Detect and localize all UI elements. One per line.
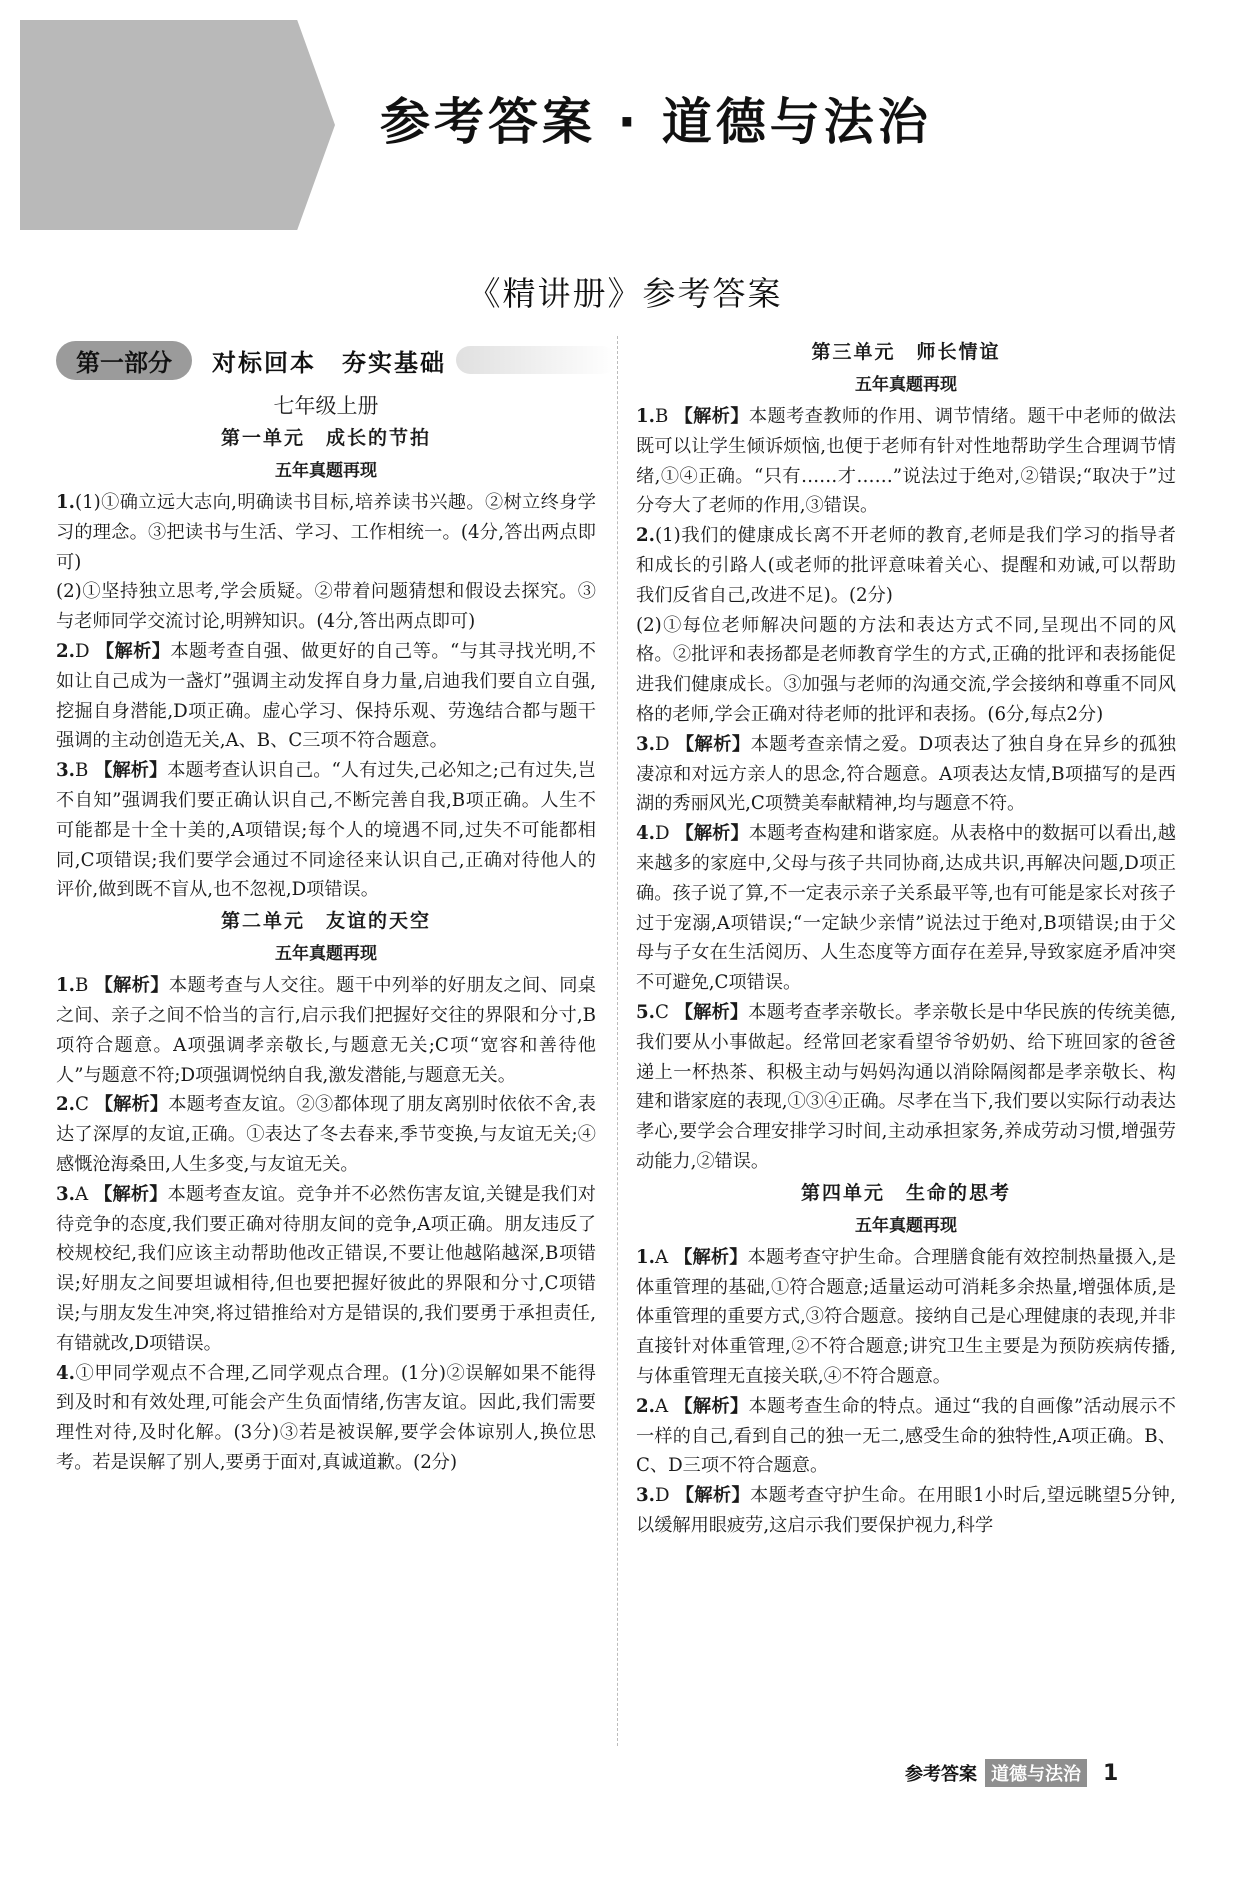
answer-number: 5. — [636, 1001, 655, 1023]
answer-item — [56, 488, 596, 577]
answer-tag: 【解析】 — [674, 1395, 749, 1417]
answer-text: 本题考查友谊。竞争并不必然伤害友谊,关键是我们对待竞争的态度,我们要正确对待朋友间的竞争,A项正确。朋友违反了校规校纪,我们应该主动帮助他改正错误,不要让他越陷越深,B项错误;好朋友之间要坦诚相待,但也要把握好彼此的界限和分寸,C项错误;与朋友发生冲突,将过错推给对方是错误的,我们要勇于承担责任,有错就改,D项错误。 — [56, 1183, 596, 1354]
answer-tag: 【解析】 — [94, 1183, 168, 1205]
page-number: 1 — [1103, 1760, 1119, 1786]
section-title: 五年真题再现 — [275, 944, 377, 965]
section-title: 五年真题再现 — [855, 375, 957, 395]
unit-title: 第二单元 友谊的天空 — [220, 910, 431, 933]
answer-tag: 【解析】 — [674, 406, 749, 427]
answer-text: (1)我们的健康成长离不开老师的教育,老师是我们学习的指导者和成长的引路人(或老师的批评意味着关心、提醒和劝诫,可以帮助我们反省自己,改进不足)。(2分) — [636, 525, 1176, 606]
answer-choice: B — [655, 406, 669, 427]
answer-choice: C — [75, 1094, 89, 1116]
part-decoration — [456, 346, 616, 374]
answer-choice: A — [655, 1246, 669, 1268]
answer-text: 本题考查生命的特点。通过“我的自画像”活动展示不一样的自己,看到自己的独一无二,感受生命的独特性,A项正确。B、C、D三项不符合题意。 — [636, 1395, 1176, 1477]
answer-tag: 【解析】 — [95, 640, 171, 662]
answer-item — [636, 998, 1176, 1177]
answer-tag: 【解析】 — [674, 1001, 749, 1023]
answer-number: 3. — [636, 1485, 655, 1507]
answer-item — [56, 577, 596, 637]
answer-item — [56, 1359, 596, 1478]
answer-list — [636, 402, 1176, 1177]
answer-number: 3. — [56, 1183, 75, 1205]
answer-tag: 【解析】 — [94, 1094, 169, 1116]
answer-item — [56, 971, 596, 1090]
answer-item — [56, 637, 596, 756]
answer-item — [636, 819, 1176, 998]
answer-choice: C — [655, 1001, 669, 1023]
section-title: 五年真题再现 — [855, 1215, 957, 1236]
answer-text: 本题考查教师的作用、调节情绪。题干中老师的做法既可以让学生倾诉烦恼,也便于老师有针对性地帮助学生合理调节情绪,①④正确。“只有……才……”说法过于绝对,②错误;“取决于”过分夸大了老师的作用,③错误。 — [636, 406, 1176, 517]
answer-text: 本题考查守护生命。合理膳食能有效控制热量摄入,是体重管理的基础,①符合题意;适量运动可消耗多余热量,增强体质,是体重管理的重要方式,③符合题意。接纳自己是心理健康的表现,并非直接针对体重管理,②不符合题意;讲究卫生主要是为预防疾病传播,与体重管理无直接关联,④不符合题意。 — [636, 1246, 1176, 1387]
answer-number: 2. — [56, 640, 75, 662]
unit-title: 第四单元 生命的思考 — [800, 1181, 1011, 1204]
page-subtitle: 《精讲册》参考答案 — [467, 274, 783, 313]
answer-choice: D — [655, 823, 670, 845]
answer-choice: B — [75, 975, 89, 997]
page-footer — [905, 1759, 1118, 1787]
answer-number: 2. — [636, 525, 655, 547]
answer-choice: A — [75, 1183, 89, 1205]
answer-tag: 【解析】 — [675, 1485, 751, 1507]
answer-number: 3. — [636, 733, 655, 755]
answer-item — [636, 1243, 1176, 1392]
answer-number: 1. — [636, 406, 655, 427]
answer-choice: D — [655, 733, 670, 755]
header-banner — [20, 20, 335, 230]
page-title: 参考答案 · 道德与法治 — [380, 93, 932, 151]
unit-title: 第三单元 师长情谊 — [811, 341, 1001, 363]
answer-item — [56, 756, 596, 905]
answer-item — [636, 521, 1176, 610]
answer-list — [56, 971, 596, 1478]
answer-list — [636, 1243, 1176, 1541]
part-title: 对标回本 夯实基础 — [212, 348, 446, 377]
left-column — [56, 390, 596, 1478]
answer-number: 3. — [56, 760, 75, 782]
answer-number: 2. — [56, 1094, 75, 1116]
right-column — [636, 336, 1176, 1541]
answer-number: 4. — [56, 1362, 75, 1384]
answer-text: 本题考查自强、做更好的自己等。“与其寻找光明,不如让自己成为一盏灯”强调主动发挥自身力量,启迪我们要自立自强,挖掘自身潜能,D项正确。虚心学习、保持乐观、劳逸结合都与题干强调的主动创造无关,A、B、C三项不符合题意。 — [56, 640, 596, 752]
answer-text: 本题考查与人交往。题干中列举的好朋友之间、同桌之间、亲子之间不恰当的言行,启示我们把握好交往的界限和分寸,B项符合题意。A项强调孝亲敬长,与题意无关;C项“宽容和善待他人”与题意不符;D项强调悦纳自我,激发潜能,与题意无关。 — [56, 975, 596, 1086]
answer-item — [636, 730, 1176, 819]
grade-title: 七年级上册 — [273, 394, 379, 418]
footer-subject: 道德与法治 — [985, 1759, 1087, 1787]
answer-choice: D — [655, 1485, 670, 1507]
answer-item — [636, 402, 1176, 521]
answer-item — [56, 1090, 596, 1179]
unit-title: 第一单元 成长的节拍 — [220, 427, 431, 449]
answer-text: 本题考查孝亲敬长。孝亲敬长是中华民族的传统美德,我们要从小事做起。经常回老家看望爷爷奶奶、给下班回家的爸爸递上一杯热茶、积极主动与妈妈沟通以消除隔阂都是孝亲敬长、构建和谐家庭的表现,①③④正确。尽孝在当下,我们要以实际行动表达孝心,要学会合理安排学习时间,主动承担家务,养成劳动习惯,增强劳动能力,②错误。 — [636, 1001, 1176, 1172]
answer-choice: D — [75, 640, 90, 662]
answer-tag: 【解析】 — [94, 760, 168, 782]
answer-tag: 【解析】 — [674, 1246, 748, 1268]
answer-item — [636, 611, 1176, 730]
answer-tag: 【解析】 — [675, 733, 751, 755]
answer-item — [56, 1180, 596, 1359]
answer-text: 本题考查守护生命。在用眼1小时后,望远眺望5分钟,以缓解用眼疲劳,这启示我们要保护视力,科学 — [636, 1485, 1176, 1536]
answer-text: ①甲同学观点不合理,乙同学观点合理。(1分)②误解如果不能得到及时和有效处理,可能会产生负面情绪,伤害友谊。因此,我们需要理性对待,及时化解。(3分)③若是被误解,要学会体谅别人,换位思考。若是误解了别人,要勇于面对,真诚道歉。(2分) — [56, 1362, 596, 1473]
answer-number: 1. — [56, 975, 75, 997]
answer-number: 1. — [636, 1246, 655, 1268]
answer-text: 本题考查亲情之爱。D项表达了独自身在异乡的孤独凄凉和对远方亲人的思念,符合题意。A项表达友情,B项描写的是西湖的秀丽风光,C项赞美奉献精神,均与题意不符。 — [636, 733, 1176, 815]
part-header — [56, 340, 616, 380]
answer-text: (1)①确立远大志向,明确读书目标,培养读书兴趣。②树立终身学习的理念。③把读书与生活、学习、工作相统一。(4分,答出两点即可) — [56, 492, 596, 573]
answer-text: 本题考查友谊。②③都体现了朋友离别时依依不舍,表达了深厚的友谊,正确。①表达了冬去春来,季节变换,与友谊无关;④感慨沧海桑田,人生多变,与友谊无关。 — [56, 1094, 596, 1175]
answer-tag: 【解析】 — [94, 975, 169, 997]
column-divider — [617, 336, 618, 1746]
answer-list — [56, 488, 596, 905]
answer-choice: B — [75, 760, 89, 782]
answer-choice: A — [655, 1395, 669, 1417]
answer-tag: 【解析】 — [675, 823, 749, 845]
answer-item — [636, 1392, 1176, 1481]
answer-text: (2)①每位老师解决问题的方法和表达方式不同,呈现出不同的风格。②批评和表扬都是老师教育学生的方式,正确的批评和表扬能促进我们健康成长。③加强与老师的沟通交流,学会接纳和尊重不同风格的老师,学会正确对待老师的批评和表扬。(6分,每点2分) — [636, 614, 1176, 725]
answer-number: 2. — [636, 1395, 655, 1417]
answer-text: 本题考查认识自己。“人有过失,己必知之;己有过失,岂不自知”强调我们要正确认识自己,不断完善自我,B项正确。人生不可能都是十全十美的,A项错误;每个人的境遇不同,过失不可能都相同,C项错误;我们要学会通过不同途径来认识自己,正确对待他人的评价,做到既不盲从,也不忽视,D项错误。 — [56, 760, 596, 901]
answer-item — [636, 1481, 1176, 1541]
section-title: 五年真题再现 — [275, 461, 377, 481]
part-label: 第一部分 — [56, 341, 192, 380]
answer-text: 本题考查构建和谐家庭。从表格中的数据可以看出,越来越多的家庭中,父母与孩子共同协商,达成共识,再解决问题,D项正确。孩子说了算,不一定表示亲子关系最平等,也有可能是家长对孩子过于宠溺,A项错误;“一定缺少亲情”说法过于绝对,B项错误;由于父母与子女在生活阅历、人生态度等方面存在差异,导致家庭矛盾冲突不可避免,C项错误。 — [636, 823, 1176, 994]
answer-text: (2)①坚持独立思考,学会质疑。②带着问题猜想和假设去探究。③与老师同学交流讨论,明辨知识。(4分,答出两点即可) — [56, 581, 596, 633]
answer-number: 4. — [636, 823, 655, 845]
footer-label: 参考答案 — [905, 1764, 977, 1785]
answer-number: 1. — [56, 492, 75, 513]
